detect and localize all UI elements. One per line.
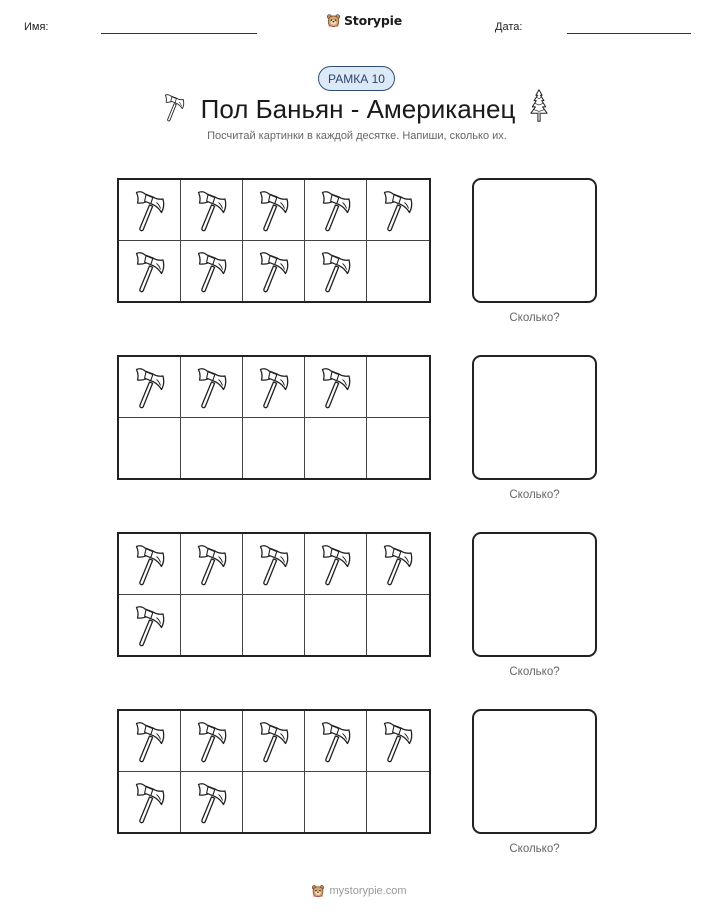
axe-icon	[316, 249, 356, 293]
axe-icon	[130, 719, 170, 763]
answer-box[interactable]	[472, 355, 597, 480]
frame-cell	[367, 357, 429, 418]
frame-cell	[243, 711, 305, 772]
answer-box[interactable]	[472, 709, 597, 834]
frame-cell	[243, 595, 305, 656]
answer-label: Сколько?	[509, 312, 560, 324]
frame-cell	[305, 711, 367, 772]
axe-icon	[192, 780, 232, 824]
frame-cell	[243, 180, 305, 241]
frame-cell	[305, 595, 367, 656]
axe-icon	[130, 603, 170, 647]
frame-cell	[367, 711, 429, 772]
frame-cell	[119, 418, 181, 479]
frame-cell	[305, 241, 367, 302]
frame-cell	[243, 772, 305, 833]
axe-icon	[316, 188, 356, 232]
ten-frame	[117, 178, 431, 303]
bear-icon	[326, 13, 341, 28]
frame-cell	[119, 711, 181, 772]
axe-icon	[254, 249, 294, 293]
axe-icon	[378, 542, 418, 586]
frame-cell	[181, 418, 243, 479]
frame-cell	[119, 357, 181, 418]
axe-icon	[130, 780, 170, 824]
axe-icon	[130, 365, 170, 409]
frame-cell	[181, 180, 243, 241]
axe-icon	[130, 542, 170, 586]
page-title: Пол Баньян - Американец	[200, 94, 516, 124]
frame-cell	[367, 534, 429, 595]
frame-cell	[243, 418, 305, 479]
axe-icon	[192, 542, 232, 586]
axe-icon	[192, 365, 232, 409]
axe-icon	[192, 719, 232, 763]
date-label: Дата:	[495, 21, 523, 33]
frame-cell	[367, 772, 429, 833]
frame-cell	[305, 357, 367, 418]
frame-cell	[181, 772, 243, 833]
frame-cell	[119, 772, 181, 833]
frame-cell	[181, 357, 243, 418]
axe-icon	[130, 188, 170, 232]
frame-cell	[243, 357, 305, 418]
axe-icon	[254, 542, 294, 586]
instructions: Посчитай картинки в каждой десятке. Напиши, сколько их.	[207, 130, 507, 142]
answer-label: Сколько?	[509, 489, 560, 501]
axe-icon	[130, 249, 170, 293]
answer-box[interactable]	[472, 178, 597, 303]
frame-cell	[119, 241, 181, 302]
axe-icon	[316, 365, 356, 409]
axe-icon	[192, 188, 232, 232]
name-line[interactable]	[101, 33, 257, 34]
frame-cell	[305, 180, 367, 241]
axe-icon	[254, 188, 294, 232]
frame-cell	[367, 595, 429, 656]
axe-icon	[192, 249, 232, 293]
brand-logo	[326, 13, 402, 28]
axe-icon	[316, 542, 356, 586]
answer-box[interactable]	[472, 532, 597, 657]
frame-cell	[305, 418, 367, 479]
axe-icon	[378, 188, 418, 232]
answer-label: Сколько?	[509, 843, 560, 855]
axe-icon	[254, 719, 294, 763]
frame-cell	[243, 241, 305, 302]
bear-icon	[311, 884, 325, 898]
frame-cell	[119, 595, 181, 656]
axe-icon	[316, 719, 356, 763]
frame-cell	[181, 534, 243, 595]
frame-cell	[181, 711, 243, 772]
frame-cell	[243, 534, 305, 595]
frame-cell	[367, 180, 429, 241]
frame-cell	[119, 180, 181, 241]
frame-badge: РАМКА 10	[318, 66, 395, 91]
axe-icon	[378, 719, 418, 763]
ten-frame	[117, 355, 431, 480]
date-line[interactable]	[567, 33, 691, 34]
frame-cell	[367, 418, 429, 479]
frame-cell	[181, 595, 243, 656]
answer-label: Сколько?	[509, 666, 560, 678]
footer	[0, 884, 714, 898]
pine-tree-icon	[527, 88, 551, 124]
footer-url: mystorypie.com	[329, 885, 407, 897]
frame-cell	[305, 772, 367, 833]
frame-cell	[181, 241, 243, 302]
ten-frame	[117, 709, 431, 834]
frame-cell	[119, 534, 181, 595]
frame-cell	[305, 534, 367, 595]
ten-frame	[117, 532, 431, 657]
brand-name: Storypie	[344, 13, 402, 28]
frame-cell	[367, 241, 429, 302]
name-label: Имя:	[24, 21, 49, 33]
axe-icon	[254, 365, 294, 409]
